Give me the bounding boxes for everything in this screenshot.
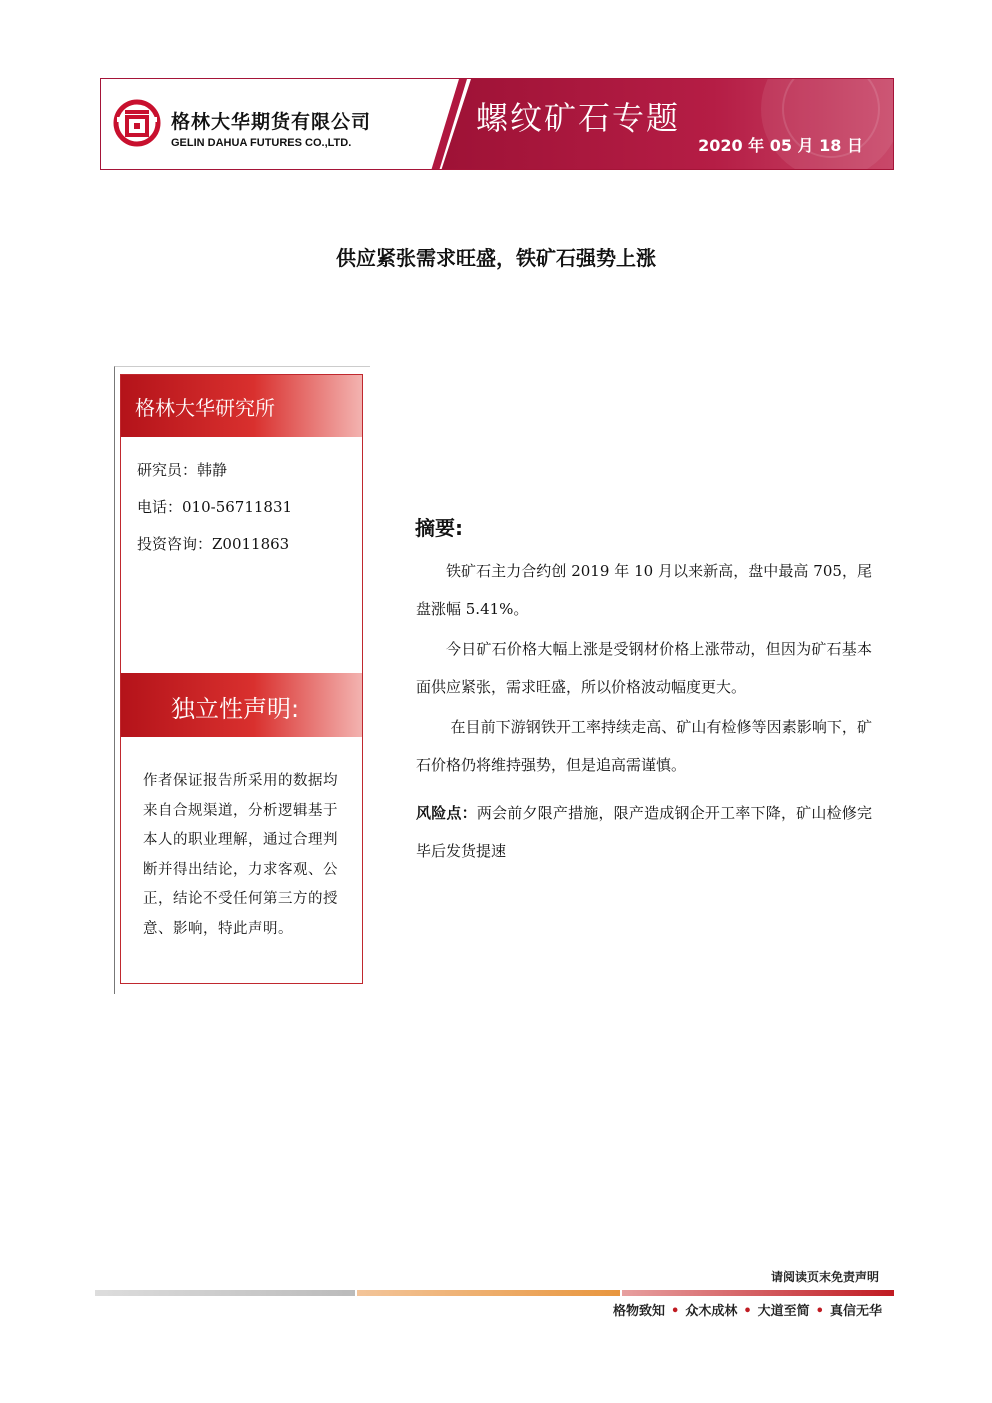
abstract-heading: 摘要:	[415, 516, 463, 540]
bullet-dot-icon: •	[671, 1304, 680, 1319]
report-header	[100, 78, 894, 170]
slogan-4: 真信无华	[829, 1304, 882, 1319]
bullet-dot-icon: •	[743, 1304, 752, 1319]
risk-label: 风险点：	[416, 804, 477, 822]
institute-header	[121, 375, 362, 437]
company-name-en: GELIN DAHUA FUTURES CO.,LTD.	[171, 137, 352, 149]
researcher-phone: 电话：010-56711831	[137, 498, 293, 516]
risk-paragraph	[416, 794, 872, 870]
abstract-paragraph-2: 今日矿石价格大幅上涨是受钢材价格上涨带动，但因为矿石基本面供应紧张，需求旺盛，所以价格波动幅度更大。	[416, 640, 872, 696]
company-name-cn: 格林大华期货有限公司	[171, 111, 372, 133]
footer-bar-orange	[357, 1290, 620, 1296]
researcher-license: 投资咨询：Z0011863	[137, 535, 290, 553]
risk-text: 两会前夕限产措施，限产造成钢企开工率下降，矿山检修完毕后发货提速	[416, 804, 872, 860]
institute-name: 格林大华研究所	[135, 396, 275, 420]
statement-heading: 独立性声明:	[171, 695, 300, 723]
company-logo-icon	[113, 99, 161, 147]
statement-text: 作者保证报告所采用的数据均来自合规渠道，分析逻辑基于本人的职业理解，通过合理判断并得出结论，力求客观、公正，结论不受任何第三方的授意、影响，特此声明。	[143, 773, 338, 937]
footer-bar-gray	[95, 1290, 355, 1296]
bullet-dot-icon: •	[815, 1304, 824, 1319]
sidebar-panel	[120, 374, 363, 984]
report-date: 2020 年 05 月 18 日	[698, 136, 863, 155]
abstract-paragraph-3: 在目前下游钢铁开工率持续走高、矿山有检修等因素影响下，矿石价格仍将维持强势，但是追高需谨慎。	[416, 718, 872, 774]
banner-title: 螺纹矿石专题	[476, 99, 681, 137]
statement-header	[121, 673, 362, 737]
abstract-paragraph-1: 铁矿石主力合约创 2019 年 10 月以来新高，盘中最高 705，尾盘涨幅 5.41%。	[416, 562, 872, 618]
slogan-1: 格物致知	[613, 1304, 666, 1319]
disclaimer-note: 请阅读页末免责声明	[770, 1270, 879, 1284]
document-title: 供应紧张需求旺盛，铁矿石强势上涨	[336, 246, 656, 270]
slogan-2: 众木成林	[685, 1304, 738, 1319]
footer-slogans	[613, 1300, 882, 1319]
slogan-3: 大道至简	[757, 1304, 810, 1319]
footer-bar-red	[622, 1290, 894, 1296]
researcher-name: 研究员：韩静	[137, 461, 228, 479]
